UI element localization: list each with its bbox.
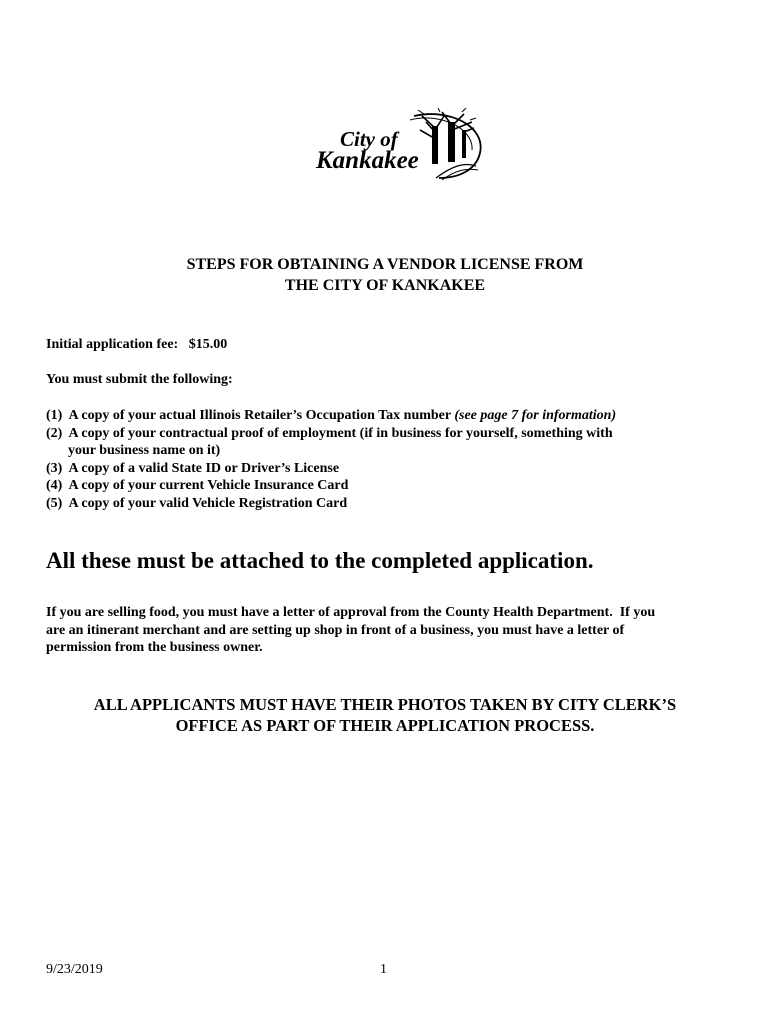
photo-notice [0,694,770,736]
application-fee [46,337,227,353]
photo-notice-line2: OFFICE AS PART OF THEIR APPLICATION PROCESS. [175,716,595,735]
fee-amount: $15.00 [188,337,228,352]
footer-date: 9/23/2019 [46,962,103,977]
requirement-note: (see page 7 for information) [454,408,617,423]
list-item: (4) A copy of your current Vehicle Insurance Card [46,478,349,494]
food-notice-line: permission from the business owner. [46,640,263,655]
logo-line2: Kankakee [316,147,419,174]
food-notice-line: are an itinerant merchant and are setting up shop in front of a business, you must have a letter of [46,622,625,638]
food-notice [46,604,726,657]
page-title-line1: STEPS FOR OBTAINING A VENDOR LICENSE FROM [186,256,584,273]
attach-notice: All these must be attached to the completed application. [46,548,594,573]
list-item: (2) A copy of your contractual proof of employment (if in business for yourself, something with [46,425,613,441]
list-item: your business name on it) [68,443,221,459]
page-title-line2: THE CITY OF KANKAKEE [284,277,486,294]
page-title [0,254,770,296]
tree-logo-icon [410,108,481,180]
submit-intro: You must submit the following: [46,372,233,387]
food-notice-line: If you are selling food, you must have a letter of approval from the County Health Department. If you [46,605,656,620]
requirements-list [46,407,726,513]
page-number: 1 [380,962,387,977]
list-item: (1) A copy of your actual Illinois Retailer’s Occupation Tax number (see page 7 for information) [46,408,617,423]
photo-notice-line1: ALL APPLICANTS MUST HAVE THEIR PHOTOS TAKEN BY CITY CLERK’S [93,695,677,714]
list-item: (5) A copy of your valid Vehicle Registration Card [46,495,348,511]
list-item: (3) A copy of a valid State ID or Driver’s License [46,460,340,476]
logo-line1: City of [340,127,398,151]
city-logo [314,108,486,182]
fee-label: Initial application fee: [46,337,179,352]
